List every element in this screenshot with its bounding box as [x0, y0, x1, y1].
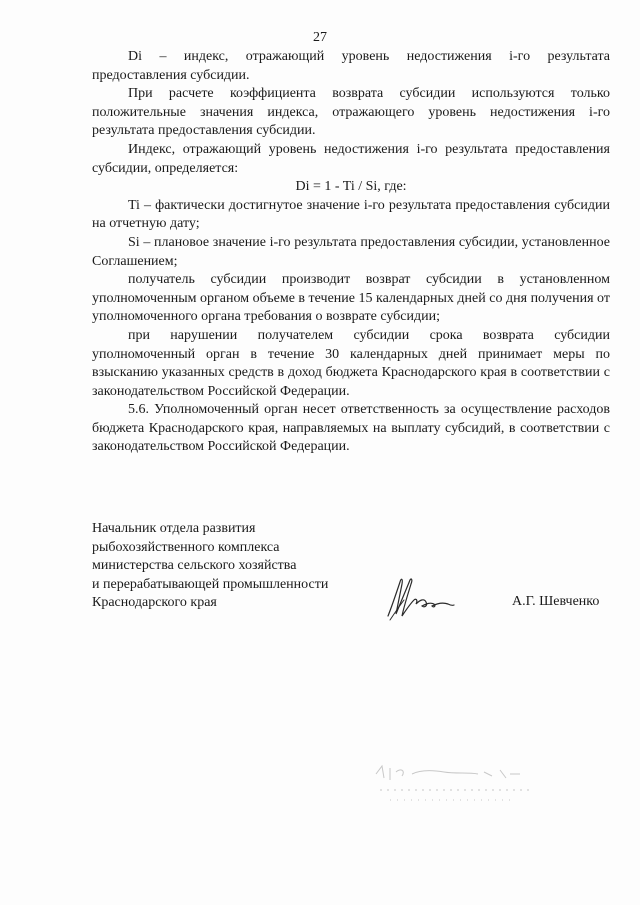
signatory-title-line: рыбохозяйственного комплекса	[92, 539, 280, 555]
signer-name: А.Г. Шевченко	[512, 594, 600, 609]
paragraph-5-6: 5.6. Уполномоченный орган несет ответственность за осуществление расходов бюджета Краснодарского края, направляемых на выплату субсидий, в соответствии с законодательством Российской Федерации.	[92, 402, 610, 455]
paragraph-refund-term: получатель субсидии производит возврат субсидии в установленном уполномоченным органом объеме в течение 15 календарных дней со дня получения от уполномоченного органа требования о возврате субсидии;	[92, 272, 610, 325]
paragraph-index-intro: Индекс, отражающий уровень недостижения i-го результата предоставления субсидии, определяется:	[92, 141, 610, 176]
page-number: 27	[313, 30, 327, 45]
formula: Di = 1 - Ti / Si, где:	[295, 179, 407, 195]
signatory-title-line: министерства сельского хозяйства	[92, 558, 297, 574]
faint-stamp	[360, 752, 540, 808]
signatory-title-line: и перерабатывающей промышленности	[92, 576, 329, 592]
definition-ti: Ti – фактически достигнутое значение i-го результата предоставления субсидии на отчетную дату;	[92, 197, 610, 232]
handwritten-signature	[384, 570, 458, 622]
document-body	[92, 48, 610, 457]
paragraph-refund-violation: при нарушении получателем субсидии срока возврата субсидии уполномоченный орган в течение 30 календарных дней принимает меры по взысканию указанных средств в доход бюджета Краснодарского края в соответствии с законодательством Российской Федерации.	[92, 327, 610, 399]
paragraph-positive-values: При расчете коэффициента возврата субсидии используются только положительные значения индекса, отражающего уровень недостижения i-го результата предоставления субсидии.	[92, 86, 610, 139]
signatory-title-line: Начальник отдела развития	[92, 521, 256, 536]
signatory-title-line: Краснодарского края	[92, 595, 217, 611]
signatory-title	[92, 520, 328, 613]
definition-si: Si – плановое значение i-го результата предоставления субсидии, установленное Соглашением;	[92, 234, 610, 269]
paragraph-di-definition: Di – индекс, отражающий уровень недостижения i-го результата предоставления субсидии.	[92, 49, 610, 83]
